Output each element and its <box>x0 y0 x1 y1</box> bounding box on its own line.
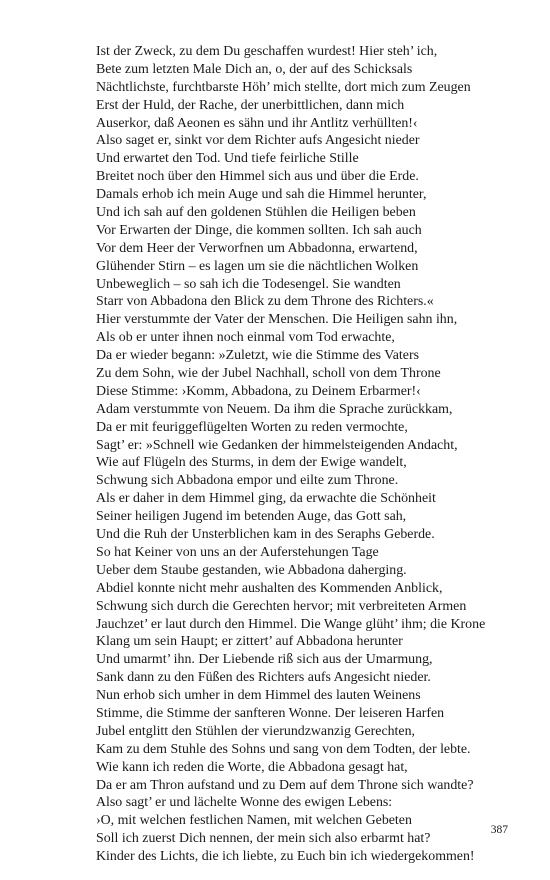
verse-line: Und umarmt’ ihn. Der Liebende riß sich aus der Umarmung, <box>96 652 433 668</box>
verse-line: Starr von Abbadona den Blick zu dem Throne des Richters.« <box>96 294 434 310</box>
verse-line: Schwung sich durch die Gerechten hervor; mit verbreiteten Armen <box>96 598 467 614</box>
verse-line: Da er am Thron aufstand und zu Dem auf dem Throne sich wandte? <box>96 777 474 793</box>
verse-line: Und die Ruh der Unsterblichen kam in des Seraphs Geberde. <box>96 527 435 543</box>
verse-line: Jauchzet’ er laut durch den Himmel. Die Wange glüht’ ihm; die Krone <box>96 616 486 632</box>
verse-line: Kinder des Lichts, die ich liebte, zu Euch bin ich wiedergekommen! <box>96 849 475 865</box>
verse-line: Adam verstummte von Neuem. Da ihm die Sprache zurückkam, <box>96 401 453 417</box>
verse-line: Jubel entglitt den Stühlen der vierundzwanzig Gerechten, <box>96 723 415 739</box>
verse-line: Und ich sah auf den goldenen Stühlen die Heiligen beben <box>96 205 416 221</box>
verse-line: Wie auf Flügeln des Sturms, in dem der Ewige wandelt, <box>96 455 407 471</box>
verse-line: Abdiel konnte nicht mehr aushalten des Kommenden Anblick, <box>96 580 443 596</box>
verse-line: Breitet noch über den Himmel sich aus und über die Erde. <box>96 169 419 185</box>
verse-line: Schwung sich Abbadona empor und eilte zum Throne. <box>96 473 399 489</box>
verse-line: Als er daher in dem Himmel ging, da erwachte die Schönheit <box>96 491 436 507</box>
verse-line: Damals erhob ich mein Auge und sah die Himmel herunter, <box>96 187 427 203</box>
verse-line: Sank dann zu den Füßen des Richters aufs Angesicht nieder. <box>96 670 431 686</box>
verse-line: Da er wieder begann: »Zuletzt, wie die Stimme des Vaters <box>96 348 419 364</box>
verse-line: Erst der Huld, der Rache, der unerbittlichen, dann mich <box>96 97 405 113</box>
verse-line: Kam zu dem Stuhle des Sohns und sang von dem Todten, der lebte. <box>96 741 471 757</box>
verse-line: Diese Stimme: ›Komm, Abbadona, zu Deinem Erbarmer!‹ <box>96 383 421 399</box>
verse-line: Hier verstummte der Vater der Menschen. Die Heiligen sahn ihn, <box>96 312 458 328</box>
verse-line: Klang um sein Haupt; er zittert’ auf Abbadona herunter <box>96 634 403 650</box>
verse-line: Ist der Zweck, zu dem Du geschaffen wurdest! Hier steh’ ich, <box>96 44 438 59</box>
verse-line: Soll ich zuerst Dich nennen, der mein sich also erbarmt hat? <box>96 831 431 847</box>
verse-line: Auserkor, daß Aeonen es sähn und ihr Antlitz verhüllten!‹ <box>96 115 418 131</box>
verse-line: Seiner heiligen Jugend im betenden Auge, das Gott sah, <box>96 509 407 525</box>
verse-line: Nächtlichste, furchtbarste Höh’ mich stellte, dort mich zum Zeugen <box>96 79 471 95</box>
verse-text <box>96 43 536 866</box>
verse-line: Also saget er, sinkt vor dem Richter aufs Angesicht nieder <box>96 133 420 149</box>
verse-line: Ueber dem Staube gestanden, wie Abbadona daherging. <box>96 562 407 578</box>
verse-line: ›O, mit welchen festlichen Namen, mit welchen Gebeten <box>96 813 412 829</box>
verse-line: Zu dem Sohn, wie der Jubel Nachhall, scholl von dem Throne <box>96 366 441 382</box>
verse-line: So hat Keiner von uns an der Auferstehungen Tage <box>96 544 379 560</box>
verse-line: Stimme, die Stimme der sanfteren Wonne. Der leiseren Harfen <box>96 705 445 721</box>
verse-line: Bete zum letzten Male Dich an, o, der auf des Schicksals <box>96 61 413 77</box>
verse-line: Als ob er unter ihnen noch einmal vom Tod erwachte, <box>96 330 395 346</box>
page-number: 387 <box>490 824 508 836</box>
verse-line: Da er mit feuriggeflügelten Worten zu reden vermochte, <box>96 419 408 435</box>
verse-line: Nun erhob sich umher in dem Himmel des lauten Weinens <box>96 688 421 704</box>
verse-line: Also sagt’ er und lächelte Wonne des ewigen Lebens: <box>96 795 393 811</box>
verse-line: Und erwartet den Tod. Und tiefe feirliche Stille <box>96 151 359 167</box>
verse-line: Unbeweglich – so sah ich die Todesengel. Sie wandten <box>96 276 401 292</box>
verse-line: Sagt’ er: »Schnell wie Gedanken der himmelsteigenden Andacht, <box>96 437 458 453</box>
verse-line: Glühender Stirn – es lagen um sie die nächtlichen Wolken <box>96 258 419 274</box>
verse-line: Wie kann ich reden die Worte, die Abbadona gesagt hat, <box>96 759 408 775</box>
verse-line: Vor dem Heer der Verworfnen um Abbadonna, erwartend, <box>96 240 418 256</box>
verse-line: Vor Erwarten der Dinge, die kommen sollten. Ich sah auch <box>96 222 422 238</box>
